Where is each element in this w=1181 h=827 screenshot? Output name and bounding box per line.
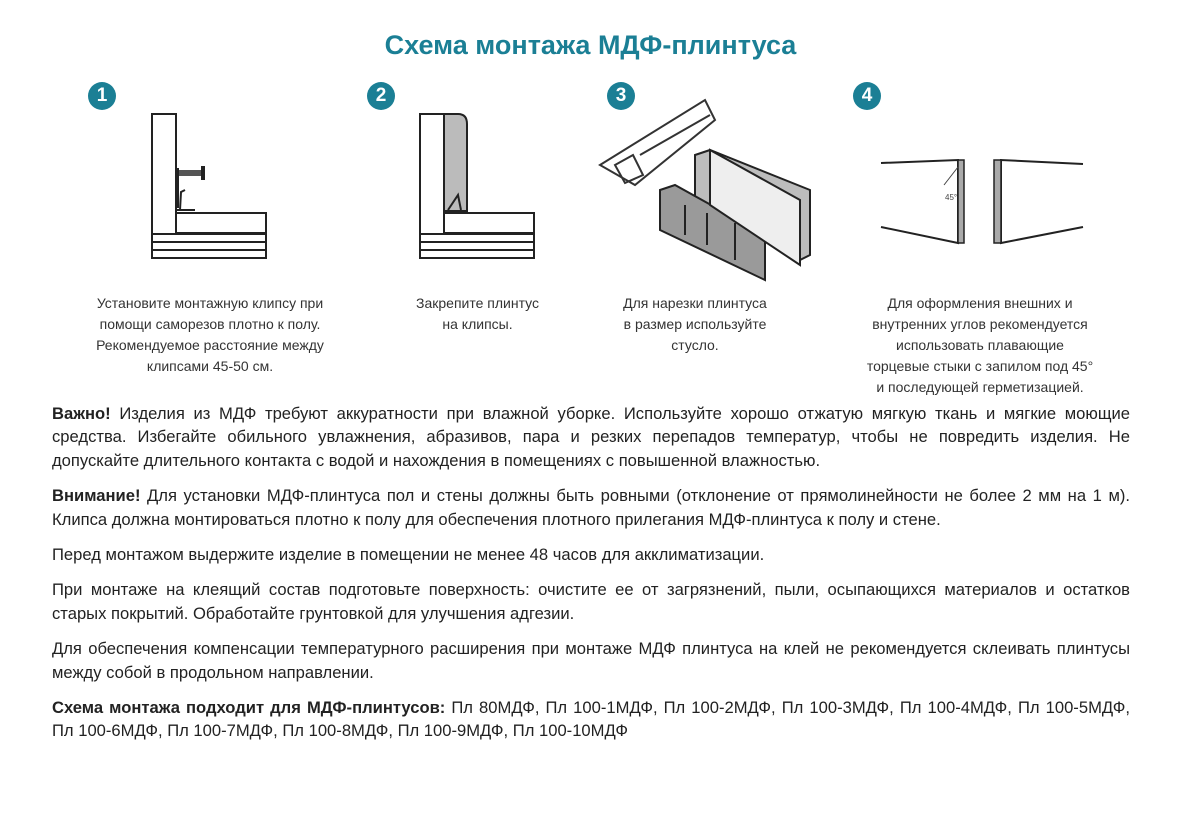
step-caption (595, 293, 795, 356)
step-number-badge: 4 (853, 82, 881, 110)
instructions-text (52, 402, 1130, 755)
caption-line: Для нарезки плинтуса (623, 295, 767, 311)
caption-line: на клипсы. (442, 316, 513, 332)
angle-label: 45° (945, 193, 958, 202)
caption-line: Закрепите плинтус (416, 295, 539, 311)
paragraph-lead: Важно! (52, 404, 111, 423)
paragraph-text: Изделия из МДФ требуют аккуратности при влажной уборке. Используйте хорошо отжатую мягкую ткань и мягкие моющие средства. Избегайте обильного увлажнения, абразивов, пара и резких перепадов температур, чтобы не повредить изделия. Не допускайте длительного контакта с водой и нахождения в помещениях с повышенной влажностью. (52, 404, 1130, 470)
caption-line: использовать плавающие (896, 337, 1064, 353)
paragraph-acclimatization (52, 543, 1130, 566)
step-number-badge: 3 (607, 82, 635, 110)
caption-line: Установите монтажную клипсу при (96, 295, 324, 311)
skirting-on-clip-diagram (413, 110, 543, 270)
paragraph-expansion (52, 637, 1130, 684)
page-title: Схема монтажа МДФ-плинтуса (384, 30, 797, 60)
paragraph-text: Пл 80МДФ, Пл 100-1МДФ, Пл 100-2МДФ, Пл 100-3МДФ, Пл 100-4МДФ, Пл 100-5МДФ, Пл 100-6МДФ, Пл 100-7МДФ, Пл 100-8МДФ, Пл 100-9МДФ, Пл 100-10МДФ (52, 698, 1130, 741)
paragraph-compatible-models (52, 696, 1130, 743)
paragraph-lead: Внимание! (52, 486, 141, 506)
caption-line: Для оформления внешних и (887, 295, 1073, 311)
paragraph-text: Для обеспечения компенсации температурного расширения при монтаже МДФ плинтуса на клей не рекомендуется склеивать плинтусы между собой в продольном направлении. (52, 639, 1130, 682)
step-caption (55, 293, 365, 377)
step-number-badge: 2 (367, 82, 395, 110)
caption-line: в размер используйте (623, 316, 767, 332)
paragraph-lead: Схема монтажа подходит для МДФ-плинтусов: (52, 698, 446, 718)
paragraph-attention (52, 484, 1130, 531)
caption-line: и последующей герметизацией. (876, 379, 1084, 395)
step-number-badge: 1 (88, 82, 116, 110)
paragraph-important (52, 402, 1130, 472)
caption-line: стусло. (671, 337, 719, 353)
clip-and-screw-diagram (145, 110, 275, 270)
caption-line: Рекомендуемое расстояние между (96, 337, 324, 353)
caption-line: торцевые стыки с запилом под 45° (866, 358, 1094, 374)
step-caption (835, 293, 1125, 398)
caption-line: помощи саморезов плотно к полу. (99, 316, 321, 332)
caption-line: клипсами 45-50 см. (146, 358, 274, 374)
paragraph-surface-prep (52, 578, 1130, 625)
paragraph-text: Для установки МДФ-плинтуса пол и стены должны быть ровными (отклонение от прямолинейности не более 2 мм на 1 м). Клипса должна монтироваться плотно к полу для обеспечения плотного прилегания МДФ-плинтуса к полу и стене. (52, 486, 1130, 529)
saw-and-miter-box-diagram (595, 95, 825, 285)
paragraph-text: При монтаже на клеящий состав подготовьте поверхность: очистите ее от загрязнений, пыли, осыпающихся материалов и остатков старых покрытий. Обработайте грунтовкой для улучшения адгезии. (52, 580, 1130, 623)
paragraph-text: Перед монтажом выдержите изделие в помещении не менее 48 часов для акклиматизации. (52, 545, 765, 565)
caption-line: внутренних углов рекомендуется (872, 316, 1088, 332)
45-degree-joint-diagram (878, 155, 1088, 250)
step-caption (385, 293, 570, 335)
